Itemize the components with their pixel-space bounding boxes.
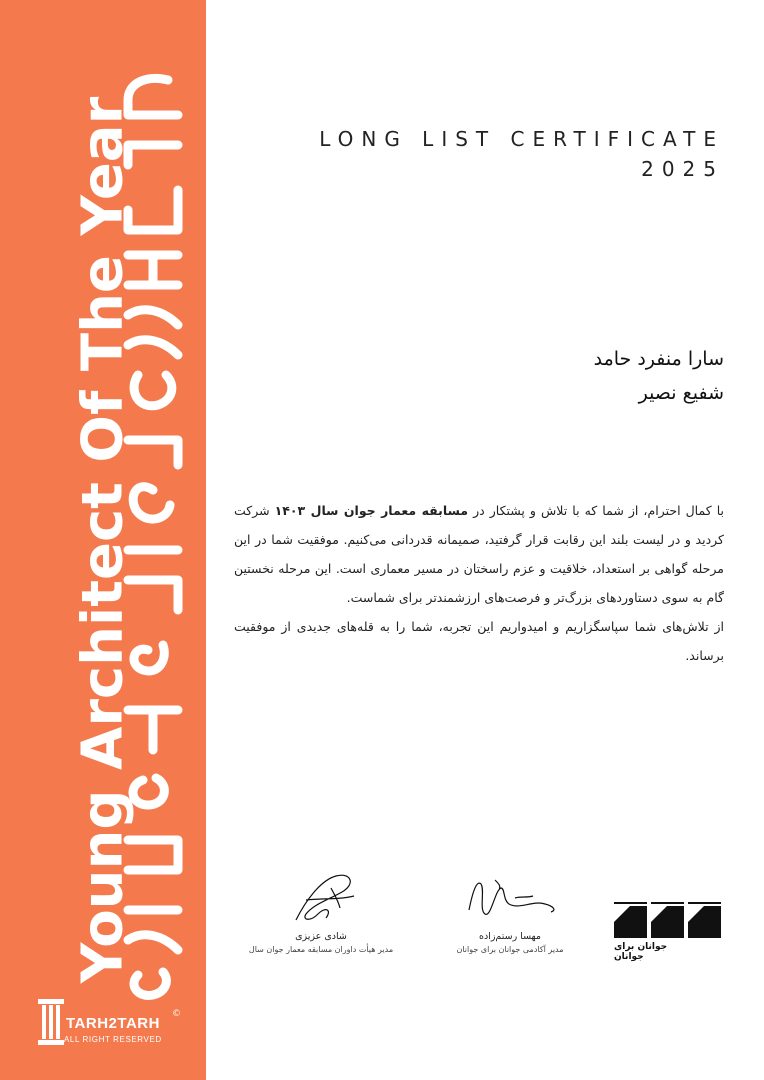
calligraphy-logo — [108, 70, 186, 1000]
brand-name: TARH2TARH — [66, 1015, 160, 1032]
org-logo-text: جوانان برای جوانان — [614, 942, 668, 962]
signature-2-role: مدیر آکادمی جوانان برای جوانان — [456, 945, 564, 954]
signature-1-name: شادی عزیزی — [295, 931, 347, 942]
signature-block-2 — [440, 870, 580, 956]
signature-2-name: مهسا رستم‌زاده — [478, 931, 542, 942]
signature-1-image — [276, 870, 366, 926]
signature-1-role: مدیر هیأت داوران مسابقه معمار جوان سال — [248, 945, 394, 954]
body-p1-end: شرکت کردید و در لیست بلند این رقابت قرار گرفتید، صمیمانه قدردانی می‌کنیم. موفقیت شما در این مرحله گواهی بر استعداد، خلاقیت و عزم راسختان در مسیر معماری است. این مرحله نخستین گام به سوی دستاوردهای بزرگ‌تر و فرصت‌های ارزشمندتر برای شماست. — [234, 503, 724, 605]
signature-block-1 — [236, 870, 406, 956]
vertical-title: Young Architect Of The Year — [70, 96, 136, 984]
body-p1-start: با کمال احترام، از شما که با تلاش و پشتکار در — [468, 503, 725, 518]
competition-name: مسابقه معمار جوان سال ۱۴۰۳ — [274, 503, 469, 518]
column-icon — [38, 999, 64, 1047]
org-logo-mark — [614, 902, 722, 938]
certificate-body — [234, 496, 724, 670]
body-paragraph-1 — [234, 496, 724, 612]
brand-rights: ALL RIGHT RESERVED — [64, 1035, 162, 1044]
org-logo — [614, 902, 722, 962]
brand-logo — [38, 995, 188, 1055]
body-paragraph-2: از تلاش‌های شما سپاسگزاریم و امیدواریم این تجربه، شما را به قله‌های جدیدی از موفقیت برساند. — [234, 619, 724, 663]
recipient-line-2: شفیع نصیر — [638, 382, 724, 404]
certificate-year: 2025 — [641, 157, 724, 181]
certificate-heading — [319, 124, 724, 184]
sidebar-band — [0, 0, 206, 1080]
certificate-title: LONG LIST CERTIFICATE — [319, 127, 724, 151]
copyright-mark: © — [172, 1009, 181, 1019]
recipient-name — [594, 342, 724, 410]
recipient-line-1: سارا منفرد حامد — [593, 348, 724, 370]
signature-2-image — [455, 870, 565, 926]
